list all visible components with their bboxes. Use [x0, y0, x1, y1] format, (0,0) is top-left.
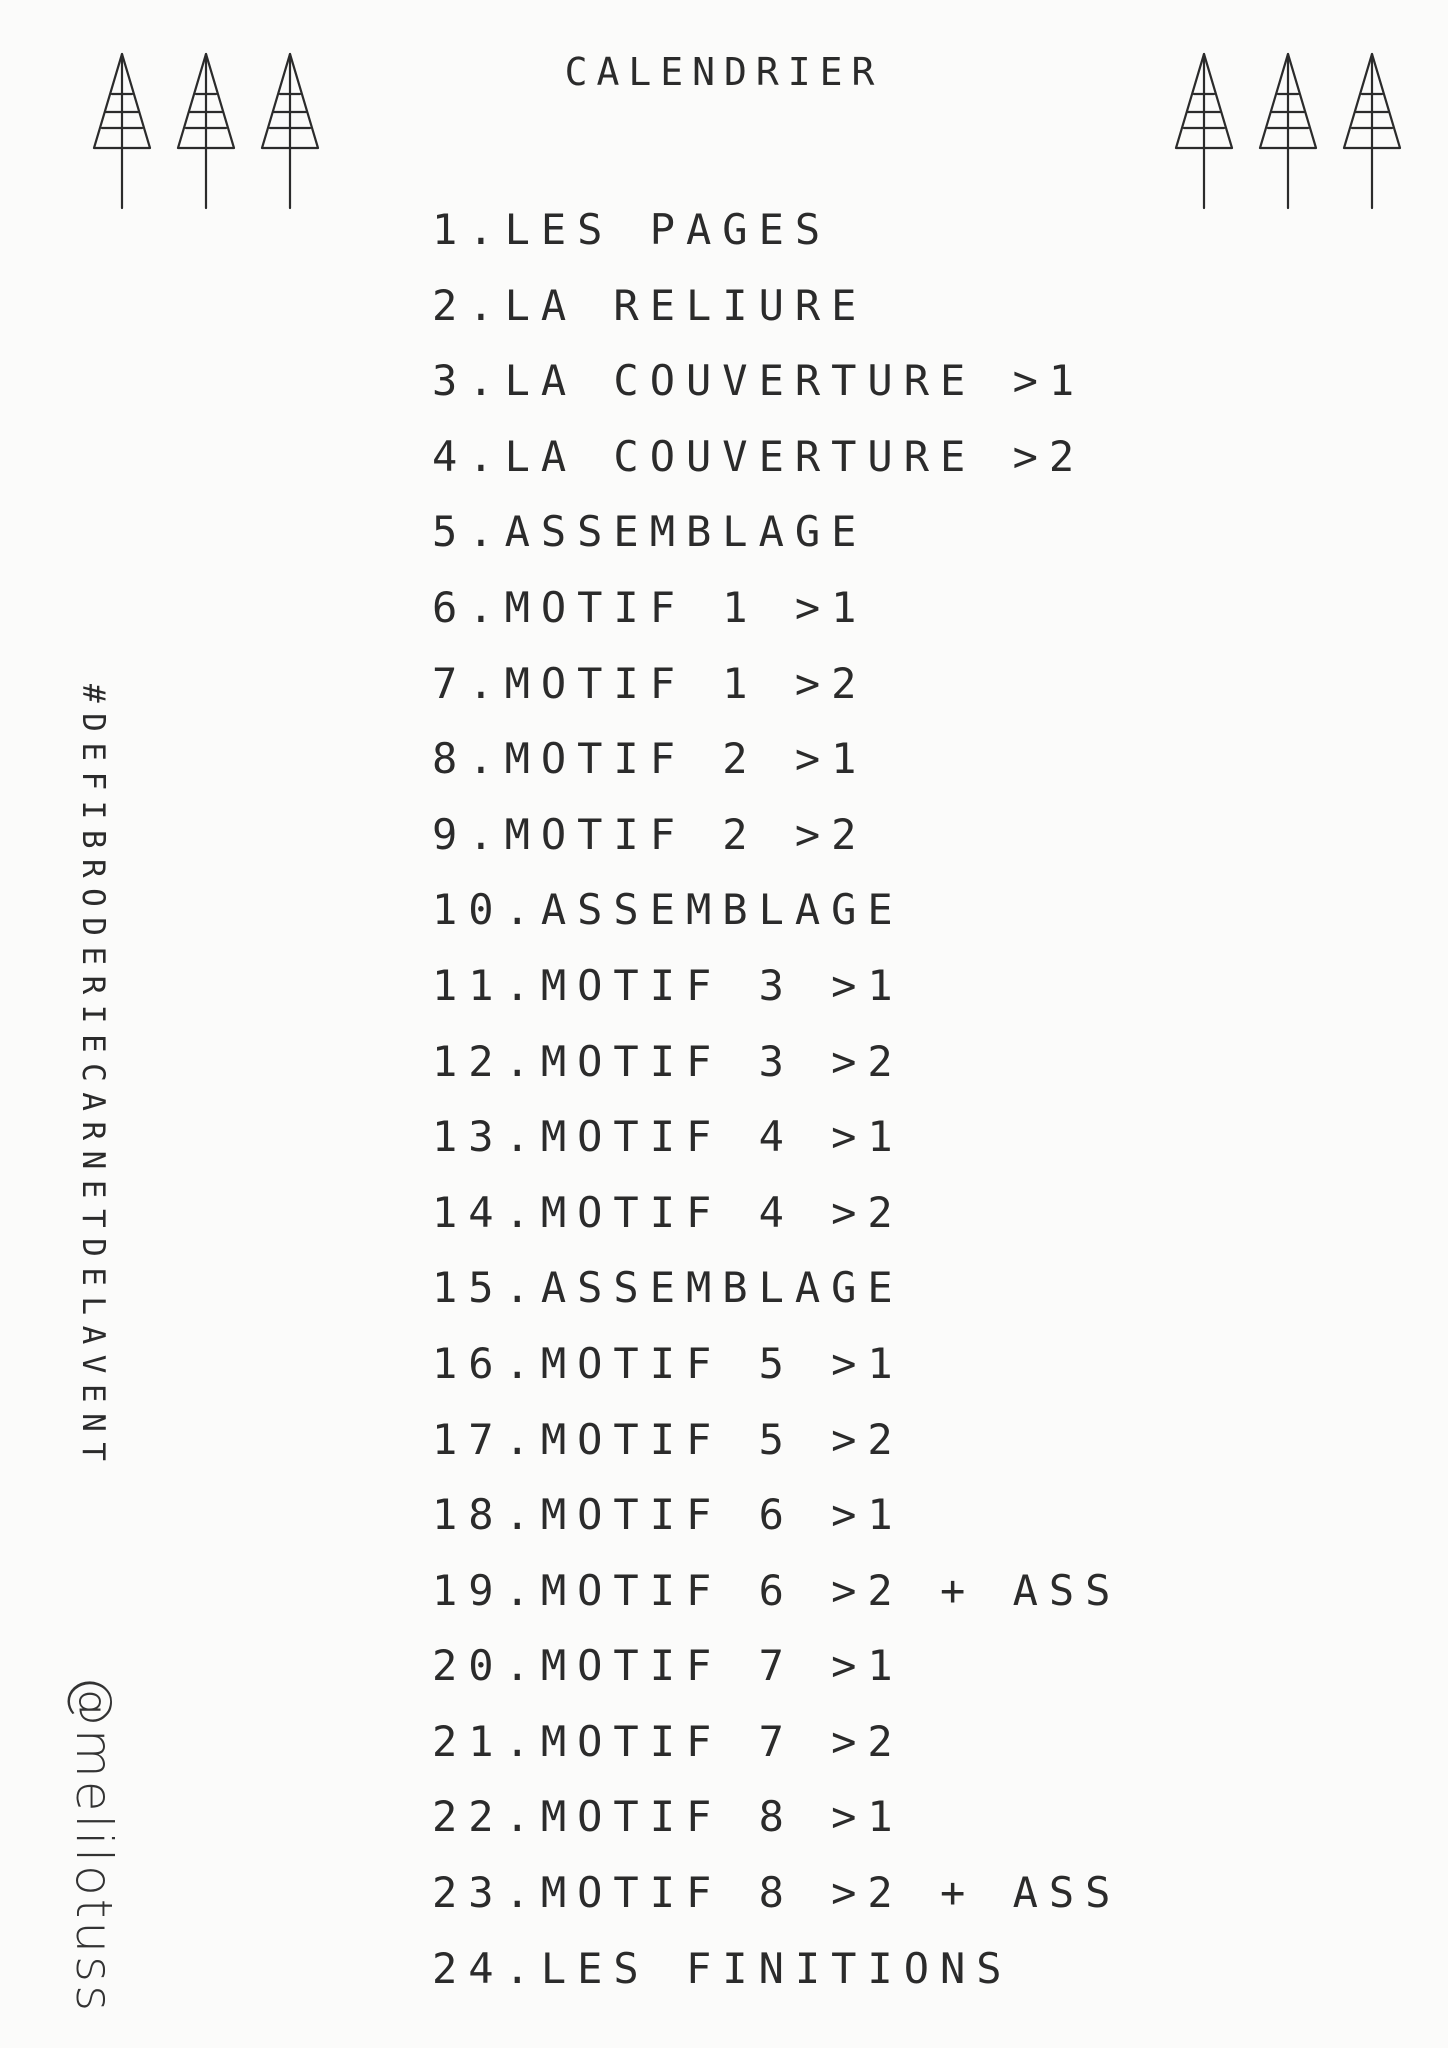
page-title: CALENDRIER [564, 50, 884, 94]
list-item: 21.MOTIF 7 >2 [432, 1716, 904, 1766]
pine-tree-icon [164, 48, 248, 218]
list-item: 13.MOTIF 4 >1 [432, 1112, 904, 1162]
list-item: 16.MOTIF 5 >1 [432, 1338, 904, 1388]
list-item: 3.LA COUVERTURE >1 [432, 356, 1086, 406]
list-item: 24.LES FINITIONS [432, 1943, 1013, 1993]
list-item: 18.MOTIF 6 >1 [432, 1490, 904, 1540]
calendar-list [432, 192, 1121, 2006]
list-item: 14.MOTIF 4 >2 [432, 1187, 904, 1237]
pine-tree-icon [248, 48, 332, 218]
pine-tree-icon [1246, 48, 1330, 218]
pine-tree-icon [80, 48, 164, 218]
list-item: 10.ASSEMBLAGE [432, 885, 904, 935]
list-item: 19.MOTIF 6 >2 + ASS [432, 1565, 1122, 1615]
tree-group-left [80, 48, 332, 218]
list-item: 23.MOTIF 8 >2 + ASS [432, 1868, 1122, 1918]
list-item: 9.MOTIF 2 >2 [432, 809, 868, 859]
list-item: 7.MOTIF 1 >2 [432, 658, 868, 708]
list-item: 1.LES PAGES [432, 205, 832, 254]
tree-group-right [1162, 48, 1414, 218]
list-item: 11.MOTIF 3 >1 [432, 960, 904, 1010]
list-item: 20.MOTIF 7 >1 [432, 1641, 904, 1691]
hashtag: #DEFIBRODERIECARNETDELAVENT [75, 684, 111, 1472]
author-handle: @melilotuss [65, 1676, 123, 2015]
list-item: 12.MOTIF 3 >2 [432, 1036, 904, 1086]
list-item: 17.MOTIF 5 >2 [432, 1414, 904, 1464]
list-item: 5.ASSEMBLAGE [432, 507, 868, 557]
pine-tree-icon [1330, 48, 1414, 218]
list-item: 2.LA RELIURE [432, 280, 868, 330]
list-item: 6.MOTIF 1 >1 [432, 582, 868, 632]
list-item: 4.LA COUVERTURE >2 [432, 431, 1086, 481]
pine-tree-icon [1162, 48, 1246, 218]
list-item: 22.MOTIF 8 >1 [432, 1792, 904, 1842]
list-item: 15.ASSEMBLAGE [432, 1263, 904, 1313]
list-item: 8.MOTIF 2 >1 [432, 734, 868, 784]
